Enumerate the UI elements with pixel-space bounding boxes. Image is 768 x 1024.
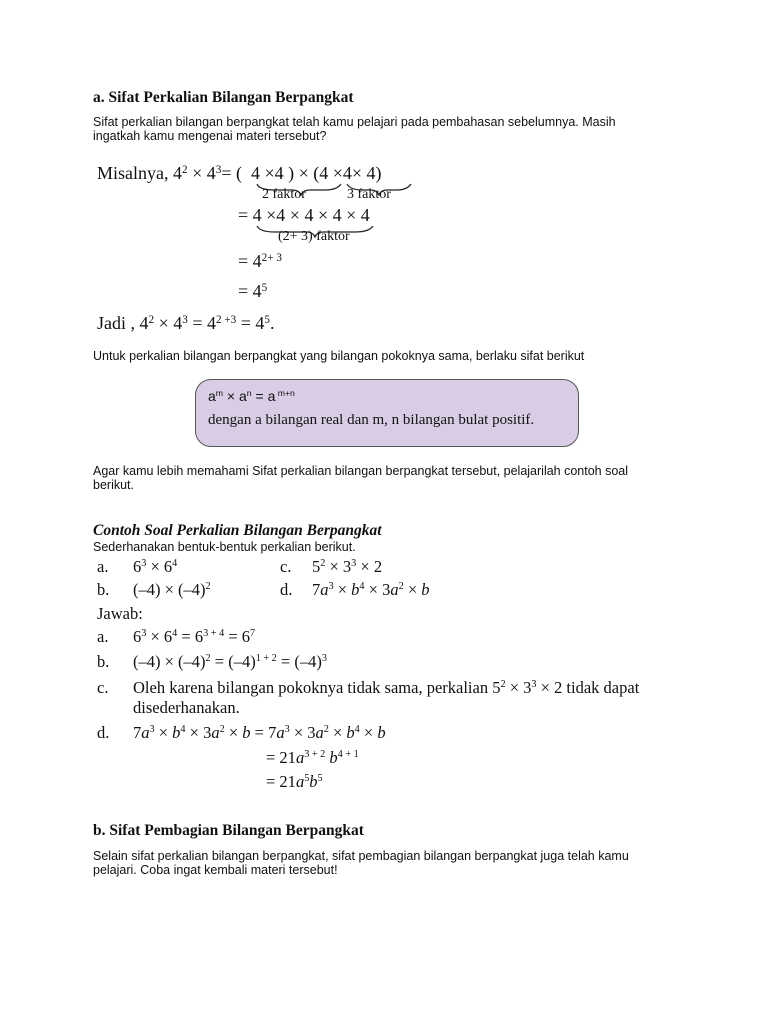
rule-intro: Untuk perkalian bilangan berpangkat yang bilangan pokoknya sama, berlaku sifat berikut xyxy=(93,349,585,363)
brace-label-3-faktor: 3 faktor xyxy=(347,187,391,202)
example-line3: = $4^{2+ 3}$ xyxy=(238,251,282,271)
jawab-label: Jawab: xyxy=(97,604,143,623)
problem-d-label: d. xyxy=(280,580,293,599)
answer-b-label: b. xyxy=(97,652,110,671)
rule-formula: $a^m \times a^n = a$ $^{m+n}$ xyxy=(208,388,295,404)
answer-c-line1: Oleh karena bilangan pokoknya tidak sama, perkalian $5^2 \times 3^3 \times 2$ tidak dapat xyxy=(133,678,640,697)
answer-a: $6^3 \times 6^4 = 6^{3 + 4} = 6^7$ xyxy=(133,627,256,646)
answer-d-line1: $7a^3 \times b^4 \times 3a^2 \times b = 7a^3 \times 3a^2 \times b^4 \times b$ xyxy=(133,723,386,742)
section-a-intro-line1: Sifat perkalian bilangan berpangkat telah kamu pelajari pada pembahasan sebelumnya. Masih xyxy=(93,115,616,129)
brace-label-2-plus-3-faktor: (2+ 3) faktor xyxy=(278,229,350,244)
section-b-text-line1: Selain sifat perkalian bilangan berpangkat, sifat pembagian bilangan berpangkat juga telah kamu xyxy=(93,849,629,863)
problem-c: $5^2 \times 3^3 \times 2$ xyxy=(312,557,383,576)
example-conclusion: Jadi , $4^2 \times 4^3 = 4^{2 +3} = 4^5$. xyxy=(97,313,275,333)
contoh-instruction: Sederhanakan bentuk-bentuk perkalian berikut. xyxy=(93,540,356,554)
example-line1: Misalnya, $4^2 \times 4^3=$ ( 4 ×4 ) × (4 ×4× 4) xyxy=(97,163,382,183)
brace-label-2-faktor: 2 faktor xyxy=(262,187,306,202)
problem-a-label: a. xyxy=(97,557,109,576)
contoh-heading: Contoh Soal Perkalian Bilangan Berpangkat xyxy=(93,522,382,539)
section-b-text-line2: pelajari. Coba ingat kembali materi tersebut! xyxy=(93,863,338,877)
problem-a: $6^3 \times 6^4$ xyxy=(133,557,178,576)
practice-intro-line2: berikut. xyxy=(93,478,134,492)
answer-c-line2: disederhanakan. xyxy=(133,698,240,717)
practice-intro-line1: Agar kamu lebih memahami Sifat perkalian bilangan berpangkat tersebut, pelajarilah contoh soal xyxy=(93,464,629,478)
section-a-heading: a. Sifat Perkalian Bilangan Berpangkat xyxy=(93,89,354,106)
section-b-heading: b. Sifat Pembagian Bilangan Berpangkat xyxy=(93,822,364,839)
answer-d-label: d. xyxy=(97,723,110,742)
section-a-intro-line2: ingatkah kamu mengenai materi tersebut? xyxy=(93,129,327,143)
answer-c-label: c. xyxy=(97,678,109,697)
problem-b: $(-4) \times (-4)^2$ xyxy=(133,580,211,599)
problem-c-label: c. xyxy=(280,557,292,576)
example-line2: = 4 ×4 × 4 × 4 × 4 xyxy=(238,205,370,225)
problem-b-label: b. xyxy=(97,580,110,599)
example-line4: = $4^5$ xyxy=(238,281,268,301)
answer-a-label: a. xyxy=(97,627,109,646)
problem-d: $7a^3 \times b^4 \times 3a^2 \times b$ xyxy=(312,580,430,599)
answer-d-line2: = $21a^{3 + 2}$ $b^{4 + 1}$ xyxy=(266,748,359,767)
answer-d-line3: = $21a^5b^5$ xyxy=(266,772,323,791)
answer-b: $(-4) \times (-4)^2 = (-4)^{1 + 2} = (-4)^3$ xyxy=(133,652,327,671)
rule-condition: dengan a bilangan real dan m, n bilangan bulat positif. xyxy=(208,412,535,428)
